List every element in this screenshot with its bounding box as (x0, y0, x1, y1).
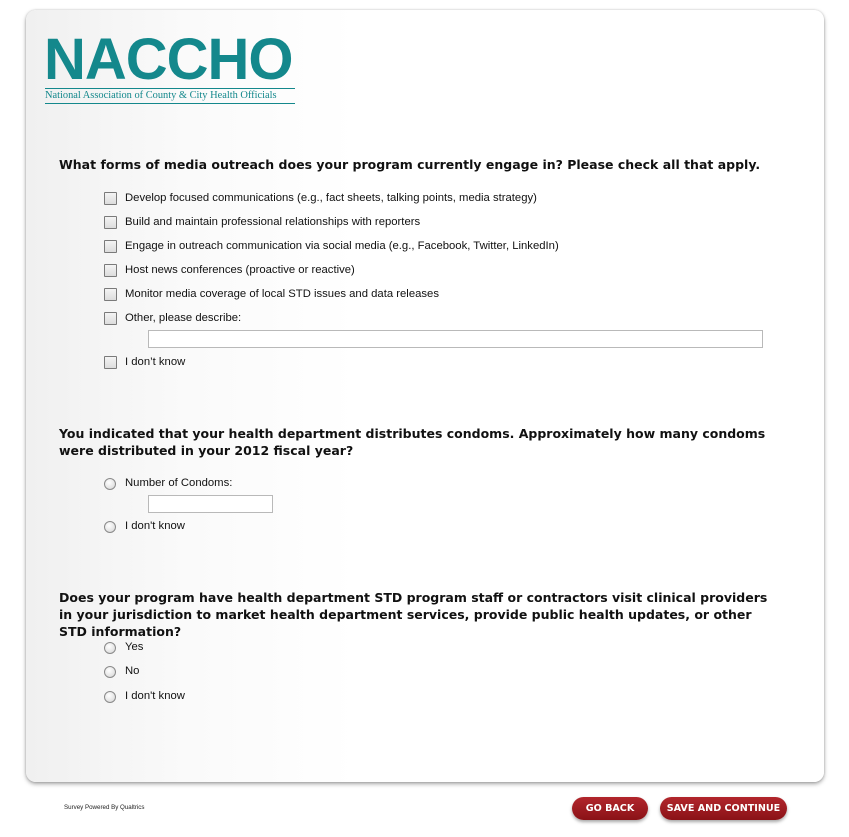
radio-button[interactable] (104, 478, 116, 490)
logo-wordmark: NACCHO (44, 27, 293, 92)
naccho-logo (44, 27, 296, 106)
checkbox[interactable] (104, 216, 117, 229)
checkbox[interactable] (104, 312, 117, 325)
option-label: No (125, 665, 140, 677)
question-3-text: Does your program have health department STD program staff or contractors visit clinical providers in your jurisdiction to market health department services, provide public health updates, or other STD information? (59, 590, 768, 639)
option-label: Yes (125, 641, 144, 653)
radio-button[interactable] (104, 691, 116, 703)
condom-count-input[interactable] (148, 495, 273, 513)
logo-tagline: National Association of County & City Health Officials (45, 88, 295, 104)
powered-by-text: Survey Powered By Qualtrics (64, 804, 145, 811)
checkbox[interactable] (104, 240, 117, 253)
radio-button[interactable] (104, 521, 116, 533)
question-1-text: What forms of media outreach does your program currently engage in? Please check all that apply. (59, 157, 761, 172)
option-label: I don’t know (125, 356, 186, 368)
radio-button[interactable] (104, 666, 116, 678)
option-label: Other, please describe: (125, 312, 242, 324)
checkbox[interactable] (104, 192, 117, 205)
option-label: Number of Condoms: (125, 477, 233, 489)
option-label: Monitor media coverage of local STD issues and data releases (125, 288, 439, 300)
save-and-continue-button[interactable]: SAVE AND CONTINUE (660, 797, 787, 820)
option-label: I don't know (125, 520, 185, 532)
option-label: I don't know (125, 690, 185, 702)
option-label: Develop focused communications (e.g., fact sheets, talking points, media strategy) (125, 192, 537, 204)
option-label: Build and maintain professional relationships with reporters (125, 216, 421, 228)
option-label: Host news conferences (proactive or reactive) (125, 264, 355, 276)
question-2-text: You indicated that your health department distributes condoms. Approximately how many condoms were distributed in your 2012 fiscal year? (59, 426, 766, 458)
option-label: Engage in outreach communication via social media (e.g., Facebook, Twitter, LinkedIn) (125, 240, 559, 252)
radio-button[interactable] (104, 642, 116, 654)
checkbox[interactable] (104, 356, 117, 369)
checkbox[interactable] (104, 264, 117, 277)
go-back-button[interactable]: GO BACK (572, 797, 648, 820)
other-describe-input[interactable] (148, 330, 763, 348)
survey-panel (26, 10, 824, 782)
checkbox[interactable] (104, 288, 117, 301)
